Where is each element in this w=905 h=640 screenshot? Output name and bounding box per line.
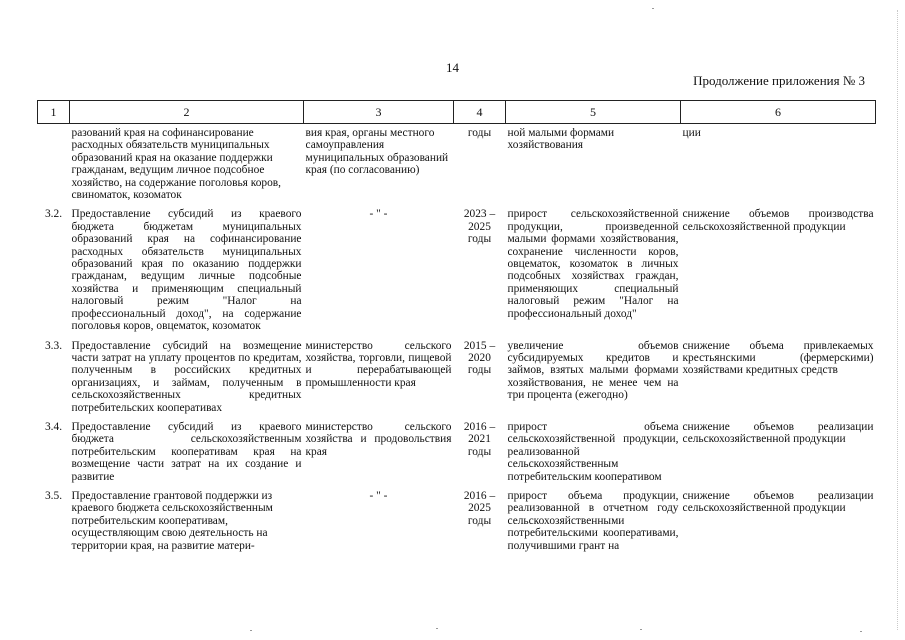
consequence-cell: снижение объемов производства сельскохозяйственной продукции xyxy=(682,208,874,233)
table-header-row xyxy=(38,101,876,124)
row-number xyxy=(38,124,70,209)
period-cell: 2016 – 2025 годы xyxy=(463,489,496,527)
scan-speck xyxy=(860,631,862,632)
row-number: 3.4. xyxy=(44,420,63,433)
result-cell: увеличение объемов субсидируемых кредитов и займов, взятых малыми формами хозяйствования, не менее чем на три процента (ежегодно) xyxy=(507,339,679,402)
period-cell: 2015 – 2020 годы xyxy=(463,339,496,377)
result-cell: прирост объема продукции, реализованной в отчетном году сельскохозяйственными потребительскими кооперативами, получившими грант на xyxy=(507,489,679,552)
period-cell: годы xyxy=(467,127,492,139)
column-header: 3 xyxy=(304,101,454,124)
column-header: 5 xyxy=(506,101,681,124)
continuation-label: Продолжение приложения № 3 xyxy=(693,73,865,88)
consequence-cell: снижение объемов реализации сельскохозяйственной продукции xyxy=(682,420,874,446)
executor-cell: министерство сельского хозяйства, торговли, пищевой и перерабатывающей промышленности края xyxy=(305,339,452,389)
measure-cell: Предоставление субсидий из краевого бюджета сельскохозяйственным потребительским кооперативам края на возмещение части затрат на их создание и развитие xyxy=(71,420,302,483)
scan-margin-line xyxy=(897,10,899,630)
scan-speck xyxy=(250,630,252,631)
scan-speck xyxy=(640,629,642,630)
scan-speck xyxy=(652,8,654,9)
executor-cell: - " - xyxy=(369,489,388,502)
table-row xyxy=(38,340,876,421)
table-row xyxy=(38,490,876,559)
result-cell: ной малыми формами хозяйствования xyxy=(507,127,615,152)
result-cell: прирост сельскохозяйственной продукции, произведенной малыми формами хозяйствования, сохранение численности коров, овцематок, козоматок в личных подсобных хозяйствах граждан, применяющих специальный налоговый режим "Налог на профессиональный доход" xyxy=(507,208,679,320)
column-header: 2 xyxy=(70,101,304,124)
table-row xyxy=(38,124,876,209)
measure-cell: Предоставление грантовой поддержки из краевого бюджета сельскохозяйственным потребительским кооперативам, осуществляющим свою деятельность на территории края, на развитие матери- xyxy=(71,489,273,552)
consequence-cell: снижение объема привлекаемых крестьянскими (фермерскими) хозяйствами кредитных средств xyxy=(682,339,874,377)
row-number: 3.2. xyxy=(44,208,63,221)
executor-cell: министерство сельского хозяйства и продовольствия края xyxy=(305,420,452,458)
table-row xyxy=(38,208,876,339)
row-number: 3.3. xyxy=(44,339,63,352)
period-cell: 2016 – 2021 годы xyxy=(463,420,496,458)
result-cell: прирост объема сельскохозяйственной продукции, реализованной сельскохозяйственным потребительским кооперативом xyxy=(507,420,679,483)
row-number: 3.5. xyxy=(44,489,63,502)
period-cell: 2023 – 2025 годы xyxy=(463,208,496,246)
measure-cell: Предоставление субсидий из краевого бюджета бюджетам муниципальных образований края на софинансирование расходных обязательств муниципальных образований края по оказанию поддержки гражданам, ведущим личные подсобные хозяйства и применяющим специальный налоговый режим "Налог на профессиональный доход", на содержание поголовья коров, овцематок, козоматок xyxy=(71,208,302,333)
column-header: 4 xyxy=(454,101,506,124)
column-header: 6 xyxy=(681,101,876,124)
consequence-cell: снижение объемов реализации сельскохозяйственной продукции xyxy=(682,489,874,515)
measure-cell: разований края на софинансирование расходных обязательств муниципальных образований края на оказание поддержки гражданам, ведущим личное подсобное хозяйство, на содержание поголовья коров, свиноматок, козоматок xyxy=(71,127,282,202)
consequence-cell: ции xyxy=(682,127,701,139)
executor-cell: вия края, органы местного самоуправления муниципальных образований края (по согласованию) xyxy=(305,127,449,177)
measures-table xyxy=(37,100,876,559)
table-row xyxy=(38,421,876,490)
scan-speck xyxy=(436,628,438,629)
page-number: 14 xyxy=(446,60,459,75)
measure-cell: Предоставление субсидий на возмещение части затрат на уплату процентов по кредитам, полученным в российских кредитных организациях, и займам, полученным в сельскохозяйственных кредитных потребительских кооперативах xyxy=(71,339,302,414)
column-header: 1 xyxy=(38,101,70,124)
executor-cell: - " - xyxy=(369,208,388,221)
